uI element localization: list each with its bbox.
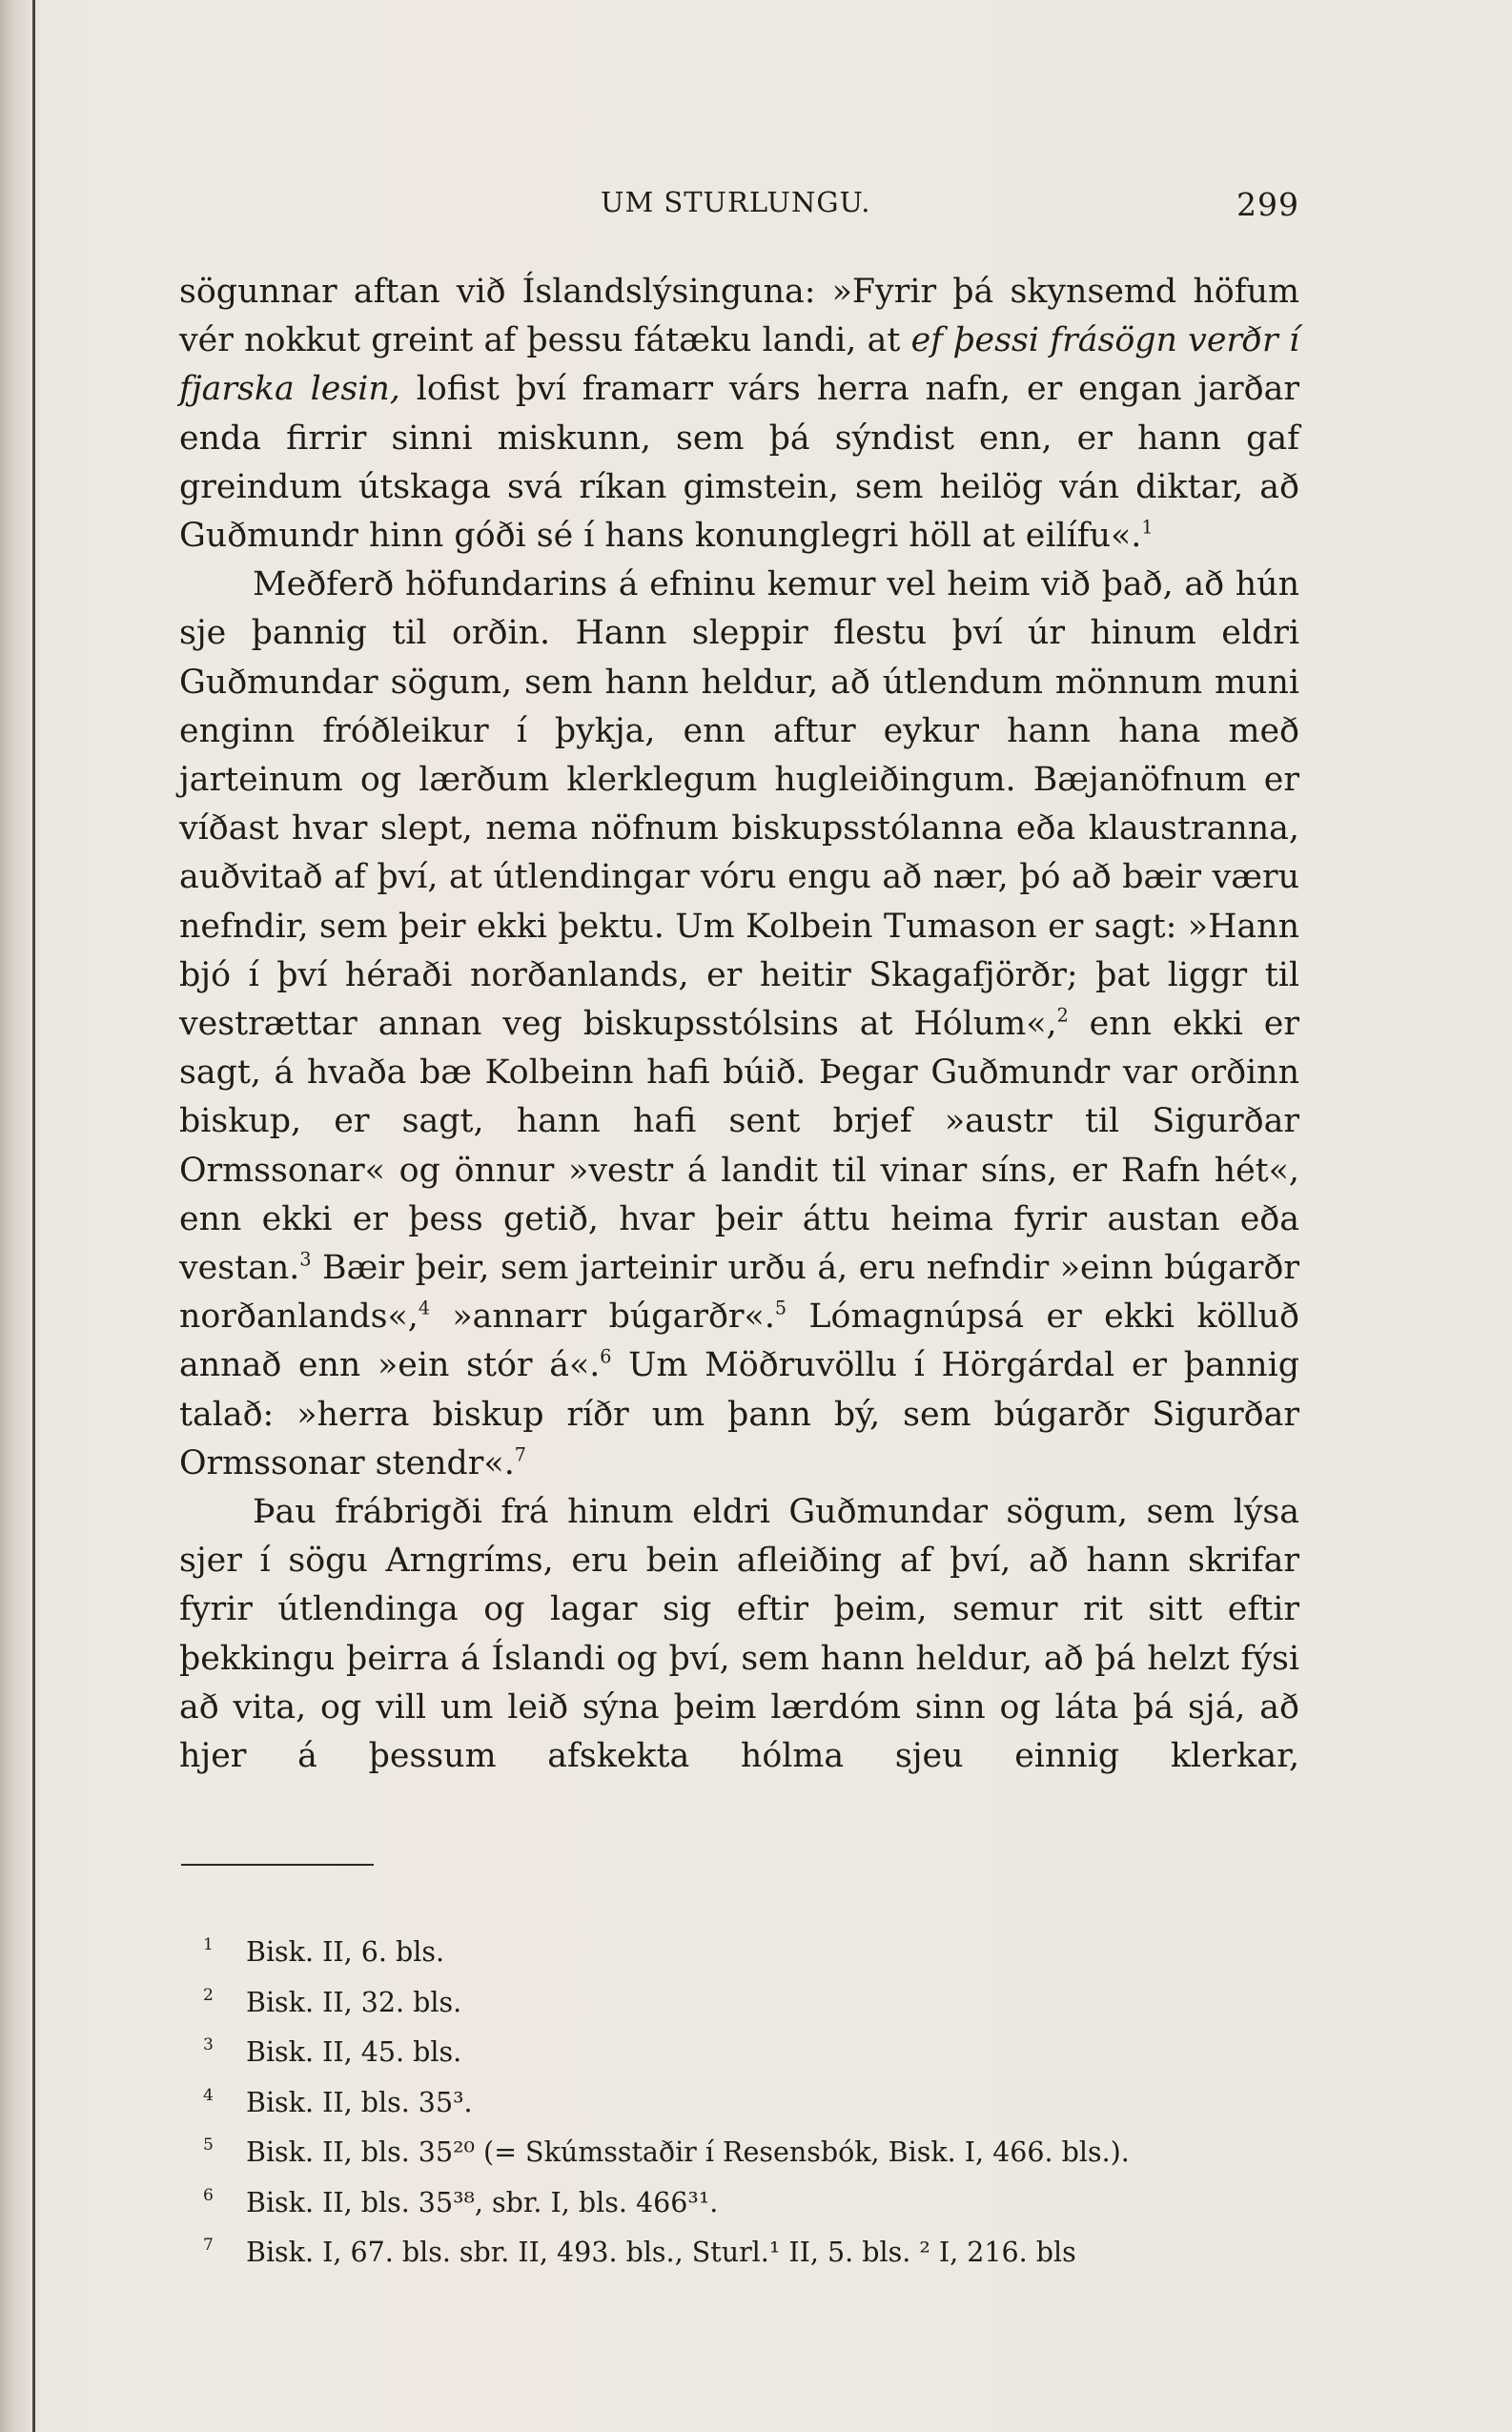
footnote-ref: 7	[514, 1443, 526, 1466]
footnote-ref: 1	[1141, 516, 1154, 539]
footnote-6: 6 Bisk. II, bls. 35³⁸, sbr. I, bls. 466³¹.	[203, 2185, 719, 2218]
footnote-ref: 6	[600, 1346, 612, 1369]
page-number: 299	[1236, 186, 1299, 223]
footnote-ref: 2	[1056, 1004, 1069, 1027]
footnote-5: 5 Bisk. II, bls. 35²⁰ (= Skúmsstaðir í Resensbók, Bisk. I, 466. bls.).	[203, 2136, 1130, 2169]
body-text	[179, 268, 1299, 1781]
footnote-ref: 4	[418, 1297, 431, 1319]
italic-phrase: ef þessi frásögn verðr í fjarska lesin,	[179, 321, 1299, 409]
paragraph-2: Meðferð höfundarins á efninu kemur vel heim við það, að hún sje þannig til orðin. Hann sleppir flestu því úr hinum eldri Guðmundar sögum, sem hann heldur, að útlendum mönnum muni enginn fróðleikur í þykja, enn aftur eykur hann hana með jarteinum og lærðum klerklegum hugleiðingum. Bæjanöfnum er víðast hvar slept, nema nöfnum biskupsstólanna eða klaustranna, auðvitað af því, at útlendingar vóru engu að nær, þó að bæir væru nefndir, sem þeir ekki þektu. Um Kolbein Tumason er sagt: »Hann bjó í því héraði norðanlands, er heitir Skagafjörðr; þat liggr til vestrættar annan veg biskupsstólsins at Hólum«,$^2$ enn ekki er sagt, á hvaða bæ Kolbeinn hafi búið. Þegar Guðmundr var orðinn biskup, er sagt, hann hafi sent brjef »austr til Sigurðar Ormssonar« og önnur »vestr á landit til vinar síns, er Rafn hét«, enn ekki er þess getið, hvar þeir áttu heima fyrir austan eða vestan.$^3$ Bæir þeir, sem jarteinir urðu á, eru nefndir »einn búgarðr norðanlands«,$^4$ »annarr búgarðr«.$^5$ Lómagnúpsá er ekki kölluð annað enn »ein stór á«.$^6$ Um Möðruvöllu í Hörgárdal er þannig talað: »herra biskup ríðr um þann bý, sem búgarðr Sigurðar Ormssonar stendr«.$^7$	[179, 565, 1299, 1482]
running-header	[179, 186, 1299, 224]
running-title: UM STURLUNGU.	[601, 186, 871, 218]
paragraph-1: sögunnar aftan við Íslandslýsinguna: »Fyrir þá skynsemd höfum vér nokkut greint af þessu fátæku landi, at ef þessi frásögn verðr í fjarska lesin, lofist því framarr várs herra nafn, er engan jarðar enda firrir sinni miskunn, sem þá sýndist enn, er hann gaf greindum útskaga svá ríkan gimstein, sem heilög ván diktar, að Guðmundr hinn góði sé í hans konunglegri höll at eilífu«.$^1$	[179, 273, 1299, 556]
paragraph-3: Þau frábrigði frá hinum eldri Guðmundar sögum, sem lýsa sjer í sögu Arngríms, eru bein afleiðing af því, að hann skrifar fyrir útlendinga og lagar sig eftir þeim, semur rit sitt eftir þekkingu þeirra á Íslandi og því, sem hann heldur, að þá helzt fýsi að vita, og vill um leið sýna þeim lærdóm sinn og láta þá sjá, að hjer á þessum afskekta hólma sjeu einnig klerkar,	[179, 1493, 1299, 1776]
footnotes	[203, 1924, 1299, 2275]
footnote-7: 7 Bisk. I, 67. bls. sbr. II, 493. bls., Sturl.¹ II, 5. bls. ² I, 216. bls	[203, 2236, 1076, 2269]
footnote-rule	[181, 1864, 374, 1866]
footnote-4: 4 Bisk. II, bls. 35³.	[203, 2085, 473, 2118]
footnote-3: 3 Bisk. II, 45. bls.	[203, 2035, 462, 2069]
footnote-ref: 5	[774, 1297, 787, 1319]
footnote-2: 2 Bisk. II, 32. bls.	[203, 1985, 462, 2018]
binding-gutter	[32, 0, 35, 2432]
footnote-1: 1 Bisk. II, 6. bls.	[203, 1935, 445, 1968]
footnote-ref: 3	[299, 1248, 312, 1271]
